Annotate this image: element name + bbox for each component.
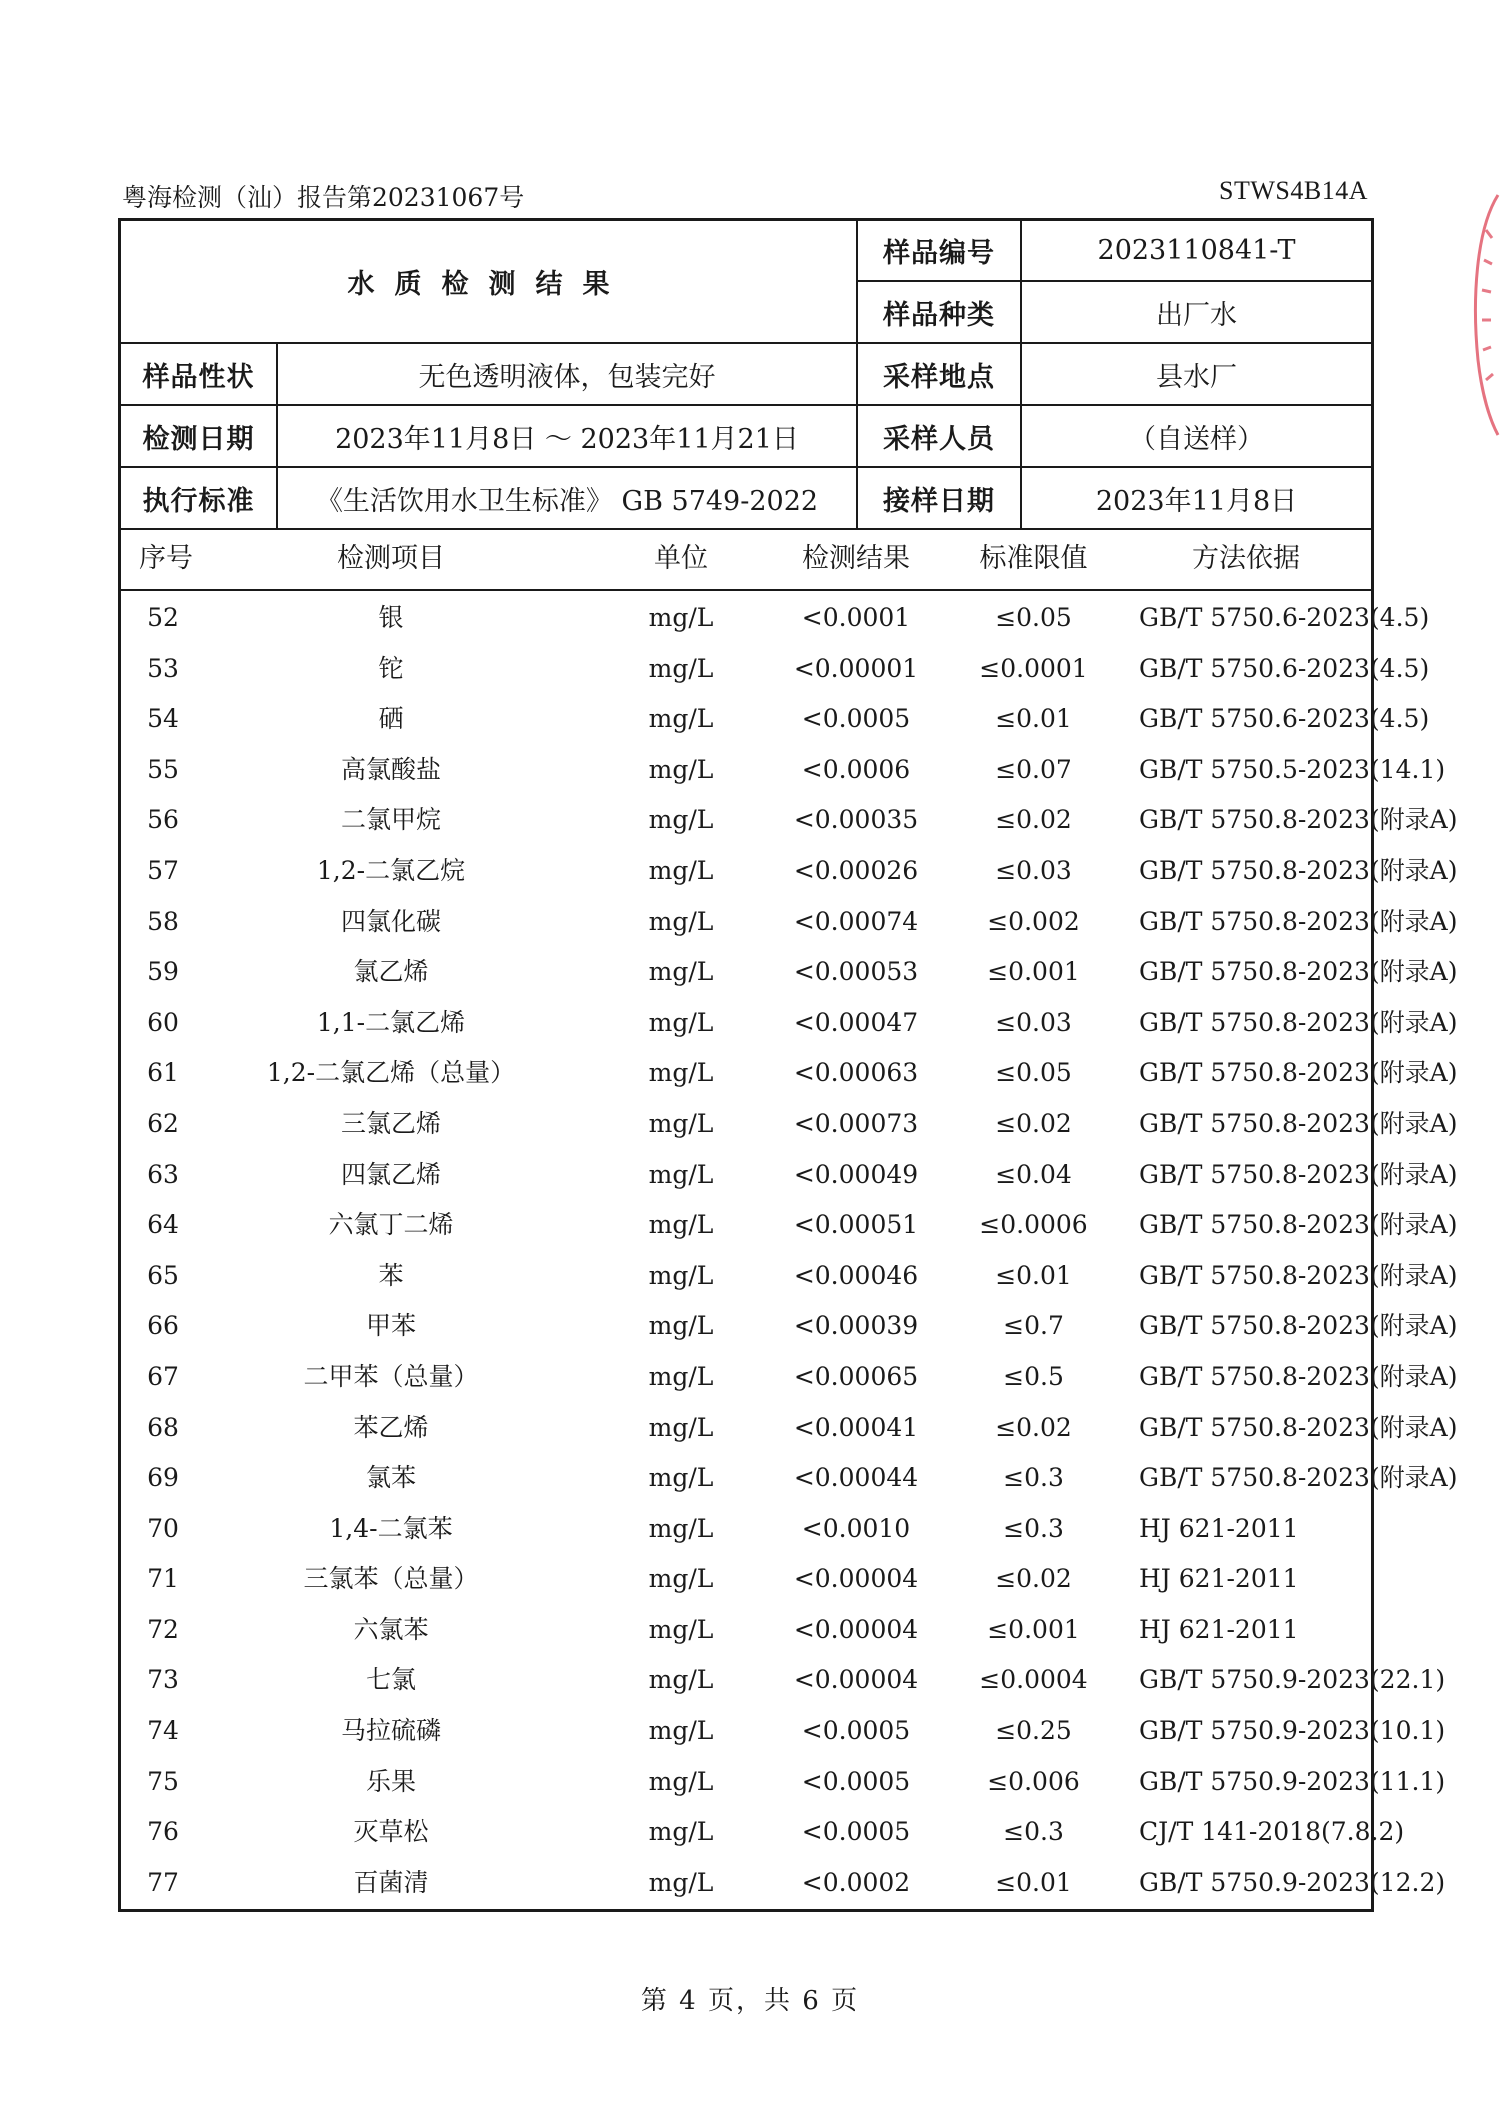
table-row [121, 897, 1458, 948]
row-unit: mg/L [648, 1867, 714, 1897]
table-row [121, 644, 1430, 695]
row-unit: mg/L [648, 1412, 714, 1442]
row-limit: ≤0.05 [995, 1058, 1072, 1088]
row-method: GB/T 5750.8-2023(附录A) [1139, 1108, 1458, 1138]
row-unit: mg/L [648, 1159, 714, 1189]
sample-type-label: 样品种类 [857, 281, 1021, 343]
row-unit: mg/L [648, 805, 714, 835]
row-item: 苯 [378, 1260, 404, 1290]
row-method: GB/T 5750.6-2023(4.5) [1139, 704, 1430, 734]
row-unit: mg/L [648, 1058, 714, 1088]
row-result: <0.00041 [793, 1412, 919, 1442]
row-no: 60 [147, 1007, 179, 1037]
row-item: 高氯酸盐 [340, 754, 441, 784]
row-no: 74 [147, 1716, 179, 1746]
row-method: GB/T 5750.8-2023(附录A) [1139, 957, 1458, 987]
row-unit: mg/L [648, 1463, 714, 1493]
location-label: 采样地点 [857, 343, 1021, 405]
row-limit: ≤0.05 [995, 603, 1072, 632]
sample-no-label: 样品编号 [857, 221, 1021, 281]
table-row [121, 1858, 1446, 1909]
row-item: 灭草松 [353, 1817, 429, 1847]
row-limit: ≤0.5 [1003, 1361, 1064, 1391]
row-result: <0.0005 [801, 1766, 911, 1796]
col-no: 序号 [139, 543, 193, 574]
col-method: 方法依据 [1192, 543, 1300, 574]
row-no: 65 [147, 1260, 179, 1290]
row-item: 二氯甲烷 [340, 805, 441, 835]
receive-date-label: 接样日期 [857, 467, 1021, 529]
row-method: GB/T 5750.8-2023(附录A) [1139, 855, 1458, 885]
row-result: <0.0002 [801, 1867, 911, 1897]
row-limit: ≤0.25 [995, 1716, 1072, 1746]
row-no: 70 [147, 1513, 179, 1543]
row-item: 六氯苯 [353, 1614, 429, 1644]
row-result: <0.00047 [793, 1007, 919, 1037]
row-no: 68 [147, 1412, 179, 1442]
row-no: 61 [147, 1058, 179, 1088]
table-row [121, 1251, 1458, 1302]
row-limit: ≤0.3 [1003, 1463, 1064, 1493]
row-method: GB/T 5750.9-2023(10.1) [1139, 1716, 1446, 1746]
row-no: 53 [147, 653, 179, 683]
table-row [121, 1706, 1446, 1757]
row-method: GB/T 5750.8-2023(附录A) [1139, 1007, 1458, 1037]
row-limit: ≤0.01 [995, 1260, 1072, 1290]
column-header-row [121, 529, 1371, 591]
row-result: <0.00039 [793, 1311, 919, 1341]
row-limit: ≤0.03 [995, 855, 1072, 885]
row-method: GB/T 5750.9-2023(12.2) [1139, 1867, 1446, 1897]
row-method: GB/T 5750.6-2023(4.5) [1139, 603, 1430, 632]
row-result: <0.00026 [793, 855, 919, 885]
seal-stamp-fragment [1464, 190, 1500, 440]
receive-date-value: 2023年11月8日 [1021, 467, 1371, 529]
row-result: <0.00049 [793, 1159, 919, 1189]
row-no: 69 [147, 1463, 179, 1493]
row-no: 54 [147, 704, 179, 734]
row-unit: mg/L [648, 1513, 714, 1543]
row-limit: ≤0.02 [995, 1412, 1072, 1442]
table-row [121, 846, 1458, 897]
row-item: 三氯苯（总量） [303, 1564, 479, 1594]
results-rows [121, 593, 1458, 1908]
row-item: 甲苯 [365, 1311, 416, 1341]
row-item: 七氯 [365, 1665, 416, 1695]
row-no: 56 [147, 805, 179, 835]
row-limit: ≤0.02 [995, 805, 1072, 835]
row-unit: mg/L [648, 855, 714, 885]
row-limit: ≤0.04 [995, 1159, 1072, 1189]
row-result: <0.00073 [793, 1108, 919, 1138]
row-limit: ≤0.0001 [979, 653, 1088, 683]
row-method: GB/T 5750.8-2023(附录A) [1139, 1412, 1458, 1442]
row-method: GB/T 5750.8-2023(附录A) [1139, 1210, 1458, 1240]
row-result: <0.00004 [793, 1665, 919, 1695]
row-no: 55 [147, 754, 179, 784]
row-limit: ≤0.002 [987, 906, 1080, 936]
table-row [121, 1301, 1458, 1352]
table-row [121, 1150, 1458, 1201]
row-result: <0.00001 [793, 653, 919, 683]
row-result: <0.0001 [801, 603, 911, 632]
row-unit: mg/L [648, 1614, 714, 1644]
row-item: 1,4-二氯苯 [329, 1513, 453, 1543]
test-date-value: 2023年11月8日 ～ 2023年11月21日 [277, 405, 857, 467]
row-no: 72 [147, 1614, 179, 1644]
row-no: 73 [147, 1665, 179, 1695]
property-label: 样品性状 [121, 343, 277, 405]
row-limit: ≤0.01 [995, 704, 1072, 734]
row-item: 二甲苯（总量） [303, 1361, 479, 1391]
row-no: 71 [147, 1564, 179, 1594]
row-limit: ≤0.02 [995, 1108, 1072, 1138]
row-no: 67 [147, 1361, 179, 1391]
row-unit: mg/L [648, 957, 714, 987]
row-unit: mg/L [648, 1564, 714, 1594]
row-limit: ≤0.001 [987, 957, 1080, 987]
row-method: GB/T 5750.8-2023(附录A) [1139, 1463, 1458, 1493]
table-row [121, 947, 1458, 998]
sample-type-value: 出厂水 [1021, 281, 1371, 343]
table-row [121, 1453, 1458, 1504]
row-unit: mg/L [648, 1311, 714, 1341]
row-result: <0.0010 [801, 1513, 911, 1543]
results-table-frame [118, 218, 1458, 1912]
standard-value: 《生活饮用水卫生标准》 GB 5749-2022 [277, 467, 857, 529]
row-no: 66 [147, 1311, 179, 1341]
row-limit: ≤0.01 [995, 1867, 1072, 1897]
row-no: 57 [147, 855, 179, 885]
sample-info-table [121, 221, 1371, 530]
row-result: <0.00063 [793, 1058, 919, 1088]
row-no: 63 [147, 1159, 179, 1189]
row-limit: ≤0.7 [1003, 1311, 1064, 1341]
row-result: <0.0005 [801, 704, 911, 734]
row-unit: mg/L [648, 1665, 714, 1695]
row-method: GB/T 5750.9-2023(22.1) [1139, 1665, 1446, 1695]
table-row [121, 998, 1458, 1049]
row-method: GB/T 5750.8-2023(附录A) [1139, 805, 1458, 835]
row-item: 氯苯 [365, 1463, 416, 1493]
table-row [121, 1504, 1371, 1555]
row-no: 52 [147, 603, 179, 632]
row-limit: ≤0.02 [995, 1564, 1072, 1594]
row-no: 58 [147, 906, 179, 936]
row-method: GB/T 5750.8-2023(附录A) [1139, 1311, 1458, 1341]
row-result: <0.00035 [793, 805, 919, 835]
row-result: <0.0005 [801, 1817, 911, 1847]
table-row [121, 1807, 1405, 1858]
table-row [121, 593, 1430, 644]
row-method: GB/T 5750.8-2023(附录A) [1139, 1260, 1458, 1290]
row-limit: ≤0.3 [1003, 1817, 1064, 1847]
row-method: HJ 621-2011 [1139, 1564, 1299, 1594]
table-row [121, 694, 1430, 745]
row-result: <0.00004 [793, 1564, 919, 1594]
row-limit: ≤0.001 [987, 1614, 1080, 1644]
table-row [121, 1200, 1458, 1251]
row-no: 64 [147, 1210, 179, 1240]
report-number: 粤海检测（汕）报告第20231067号 [122, 183, 525, 212]
row-method: GB/T 5750.6-2023(4.5) [1139, 653, 1430, 683]
row-unit: mg/L [648, 906, 714, 936]
row-limit: ≤0.3 [1003, 1513, 1064, 1543]
sample-no-value: 2023110841-T [1021, 221, 1371, 281]
row-item: 1,2-二氯乙烷 [316, 855, 466, 885]
row-item: 四氯乙烯 [340, 1159, 441, 1189]
row-method: GB/T 5750.8-2023(附录A) [1139, 1361, 1458, 1391]
row-result: <0.00051 [793, 1210, 919, 1240]
row-item: 马拉硫磷 [340, 1716, 441, 1746]
row-method: GB/T 5750.8-2023(附录A) [1139, 1058, 1458, 1088]
row-unit: mg/L [648, 653, 714, 683]
table-row [121, 1757, 1446, 1808]
property-value: 无色透明液体，包装完好 [277, 343, 857, 405]
location-value: 县水厂 [1021, 343, 1371, 405]
row-unit: mg/L [648, 1007, 714, 1037]
table-row [121, 1655, 1446, 1706]
row-method: CJ/T 141-2018(7.8.2) [1139, 1817, 1405, 1847]
row-result: <0.0006 [801, 754, 911, 784]
col-result: 检测结果 [802, 543, 910, 574]
row-unit: mg/L [648, 1361, 714, 1391]
row-result: <0.00044 [793, 1463, 919, 1493]
row-item: 1,1-二氯乙烯 [316, 1007, 466, 1037]
row-item: 苯乙烯 [353, 1412, 429, 1442]
row-no: 75 [147, 1766, 179, 1796]
table-row [121, 1605, 1371, 1656]
col-limit: 标准限值 [979, 543, 1088, 574]
page-title: 水质检测结果 [121, 221, 857, 343]
row-result: <0.00065 [793, 1361, 919, 1391]
row-unit: mg/L [648, 603, 714, 632]
row-item: 四氯化碳 [340, 906, 441, 936]
row-unit: mg/L [648, 1716, 714, 1746]
table-row [121, 1554, 1371, 1605]
row-result: <0.00074 [793, 906, 919, 936]
row-method: HJ 621-2011 [1139, 1513, 1299, 1543]
row-item: 铊 [378, 653, 404, 683]
row-limit: ≤0.07 [995, 754, 1072, 784]
report-code: STWS4B14A [1219, 176, 1368, 205]
row-method: GB/T 5750.8-2023(附录A) [1139, 906, 1458, 936]
table-row [121, 1048, 1458, 1099]
col-item: 检测项目 [337, 543, 445, 574]
row-unit: mg/L [648, 1817, 714, 1847]
test-date-label: 检测日期 [121, 405, 277, 467]
row-item: 1,2-二氯乙烯（总量） [266, 1058, 516, 1088]
table-row [121, 745, 1446, 796]
row-unit: mg/L [648, 704, 714, 734]
row-item: 氯乙烯 [353, 957, 429, 987]
row-item: 银 [378, 603, 404, 632]
row-unit: mg/L [648, 1260, 714, 1290]
row-no: 77 [147, 1867, 179, 1897]
col-unit: 单位 [654, 543, 708, 574]
row-unit: mg/L [648, 1210, 714, 1240]
row-unit: mg/L [648, 754, 714, 784]
sampler-label: 采样人员 [857, 405, 1021, 467]
row-limit: ≤0.03 [995, 1007, 1072, 1037]
page-number: 第 4 页，共 6 页 [640, 1986, 860, 2016]
table-row [121, 795, 1458, 846]
row-unit: mg/L [648, 1766, 714, 1796]
row-method: GB/T 5750.8-2023(附录A) [1139, 1159, 1458, 1189]
row-result: <0.00046 [793, 1260, 919, 1290]
row-result: <0.0005 [801, 1716, 911, 1746]
row-limit: ≤0.0004 [979, 1665, 1088, 1695]
row-method: HJ 621-2011 [1139, 1614, 1299, 1644]
sampler-value: （自送样） [1021, 405, 1371, 467]
row-item: 六氯丁二烯 [328, 1210, 454, 1240]
table-row [121, 1099, 1458, 1150]
row-item: 三氯乙烯 [340, 1108, 441, 1138]
row-limit: ≤0.006 [987, 1766, 1080, 1796]
row-unit: mg/L [648, 1108, 714, 1138]
table-row [121, 1352, 1458, 1403]
row-result: <0.00053 [793, 957, 919, 987]
row-method: GB/T 5750.5-2023(14.1) [1139, 754, 1446, 784]
row-item: 硒 [378, 704, 404, 734]
row-item: 乐果 [365, 1766, 416, 1796]
row-item: 百菌清 [353, 1867, 429, 1897]
row-method: GB/T 5750.9-2023(11.1) [1139, 1766, 1446, 1796]
row-result: <0.00004 [793, 1614, 919, 1644]
row-no: 76 [147, 1817, 179, 1847]
row-no: 59 [147, 957, 179, 987]
row-no: 62 [147, 1108, 179, 1138]
row-limit: ≤0.0006 [979, 1210, 1088, 1240]
standard-label: 执行标准 [121, 467, 277, 529]
table-row [121, 1403, 1458, 1454]
